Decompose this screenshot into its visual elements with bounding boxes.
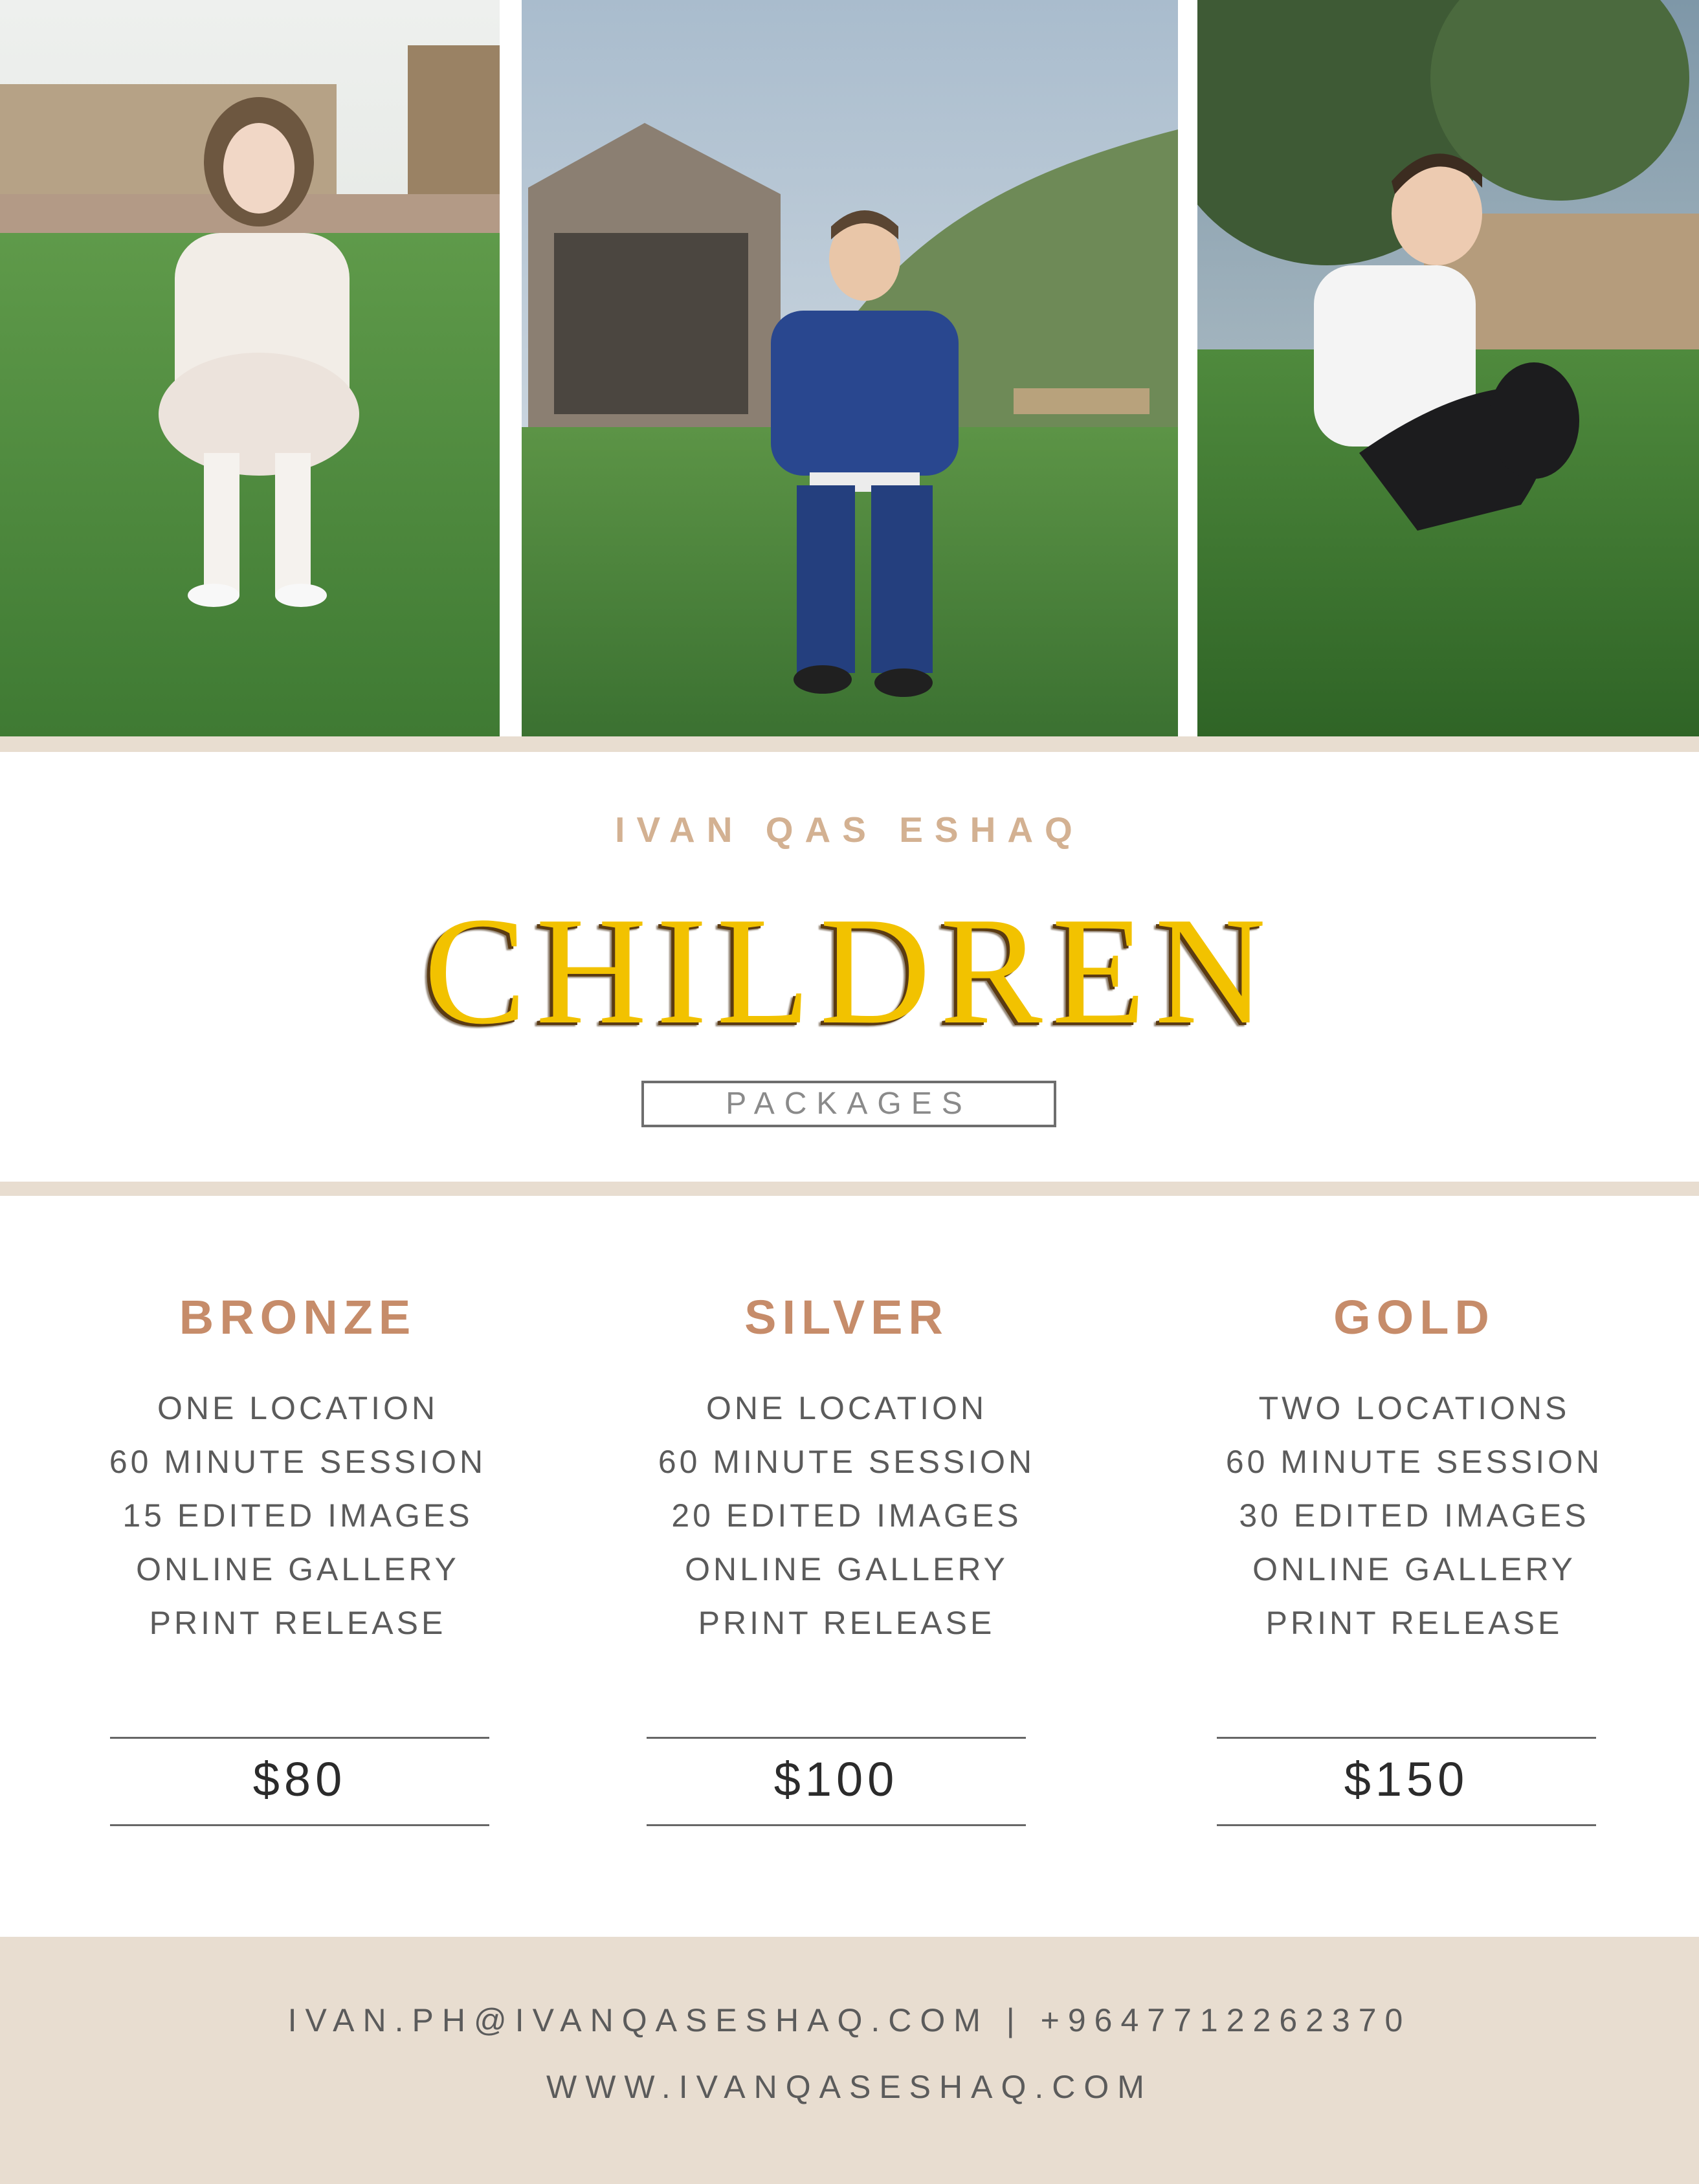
photo-boy-sitting xyxy=(1197,0,1699,736)
photo-strip xyxy=(0,0,1699,736)
feature-item: PRINT RELEASE xyxy=(698,1605,995,1641)
feature-item: 60 MINUTE SESSION xyxy=(109,1444,487,1480)
feature-item: TWO LOCATIONS xyxy=(1258,1390,1570,1426)
price-gold: $150 xyxy=(1217,1737,1596,1826)
package-silver xyxy=(601,1281,1093,1682)
price-silver: $100 xyxy=(647,1737,1026,1826)
middle-divider-band xyxy=(0,1182,1699,1196)
feature-list xyxy=(52,1382,544,1650)
feature-item: 15 EDITED IMAGES xyxy=(122,1497,473,1534)
page-title: CHILDREN xyxy=(423,886,1276,1056)
photo-girl xyxy=(0,0,500,736)
feature-item: 60 MINUTE SESSION xyxy=(1225,1444,1603,1480)
packages-label: PACKAGES xyxy=(641,1081,1056,1127)
feature-item: 20 EDITED IMAGES xyxy=(671,1497,1022,1534)
feature-item: PRINT RELEASE xyxy=(1265,1605,1563,1641)
contact-line: IVAN.PH@IVANQASESHAQ.COM | +9647712262370 xyxy=(287,2002,1412,2038)
brand-name: IVAN QAS ESHAQ xyxy=(615,810,1084,850)
feature-item: 60 MINUTE SESSION xyxy=(658,1444,1036,1480)
feature-item: ONLINE GALLERY xyxy=(136,1551,460,1587)
feature-item: ONLINE GALLERY xyxy=(685,1551,1008,1587)
footer xyxy=(0,1937,1699,2184)
package-tier: SILVER xyxy=(744,1290,949,1344)
feature-list xyxy=(601,1382,1093,1650)
package-tier: GOLD xyxy=(1333,1290,1495,1344)
feature-item: ONLINE GALLERY xyxy=(1252,1551,1576,1587)
photo-boy xyxy=(522,0,1178,736)
package-gold xyxy=(1168,1281,1660,1682)
feature-item: ONE LOCATION xyxy=(157,1390,439,1426)
price-bronze: $80 xyxy=(110,1737,489,1826)
feature-item: ONE LOCATION xyxy=(705,1390,988,1426)
package-bronze xyxy=(52,1281,544,1682)
top-divider-band xyxy=(0,736,1699,752)
feature-item: 30 EDITED IMAGES xyxy=(1239,1497,1590,1534)
website-link[interactable]: WWW.IVANQASESHAQ.COM xyxy=(546,2069,1153,2105)
feature-list xyxy=(1168,1382,1660,1650)
feature-item: PRINT RELEASE xyxy=(149,1605,447,1641)
package-tier: BRONZE xyxy=(179,1290,417,1344)
